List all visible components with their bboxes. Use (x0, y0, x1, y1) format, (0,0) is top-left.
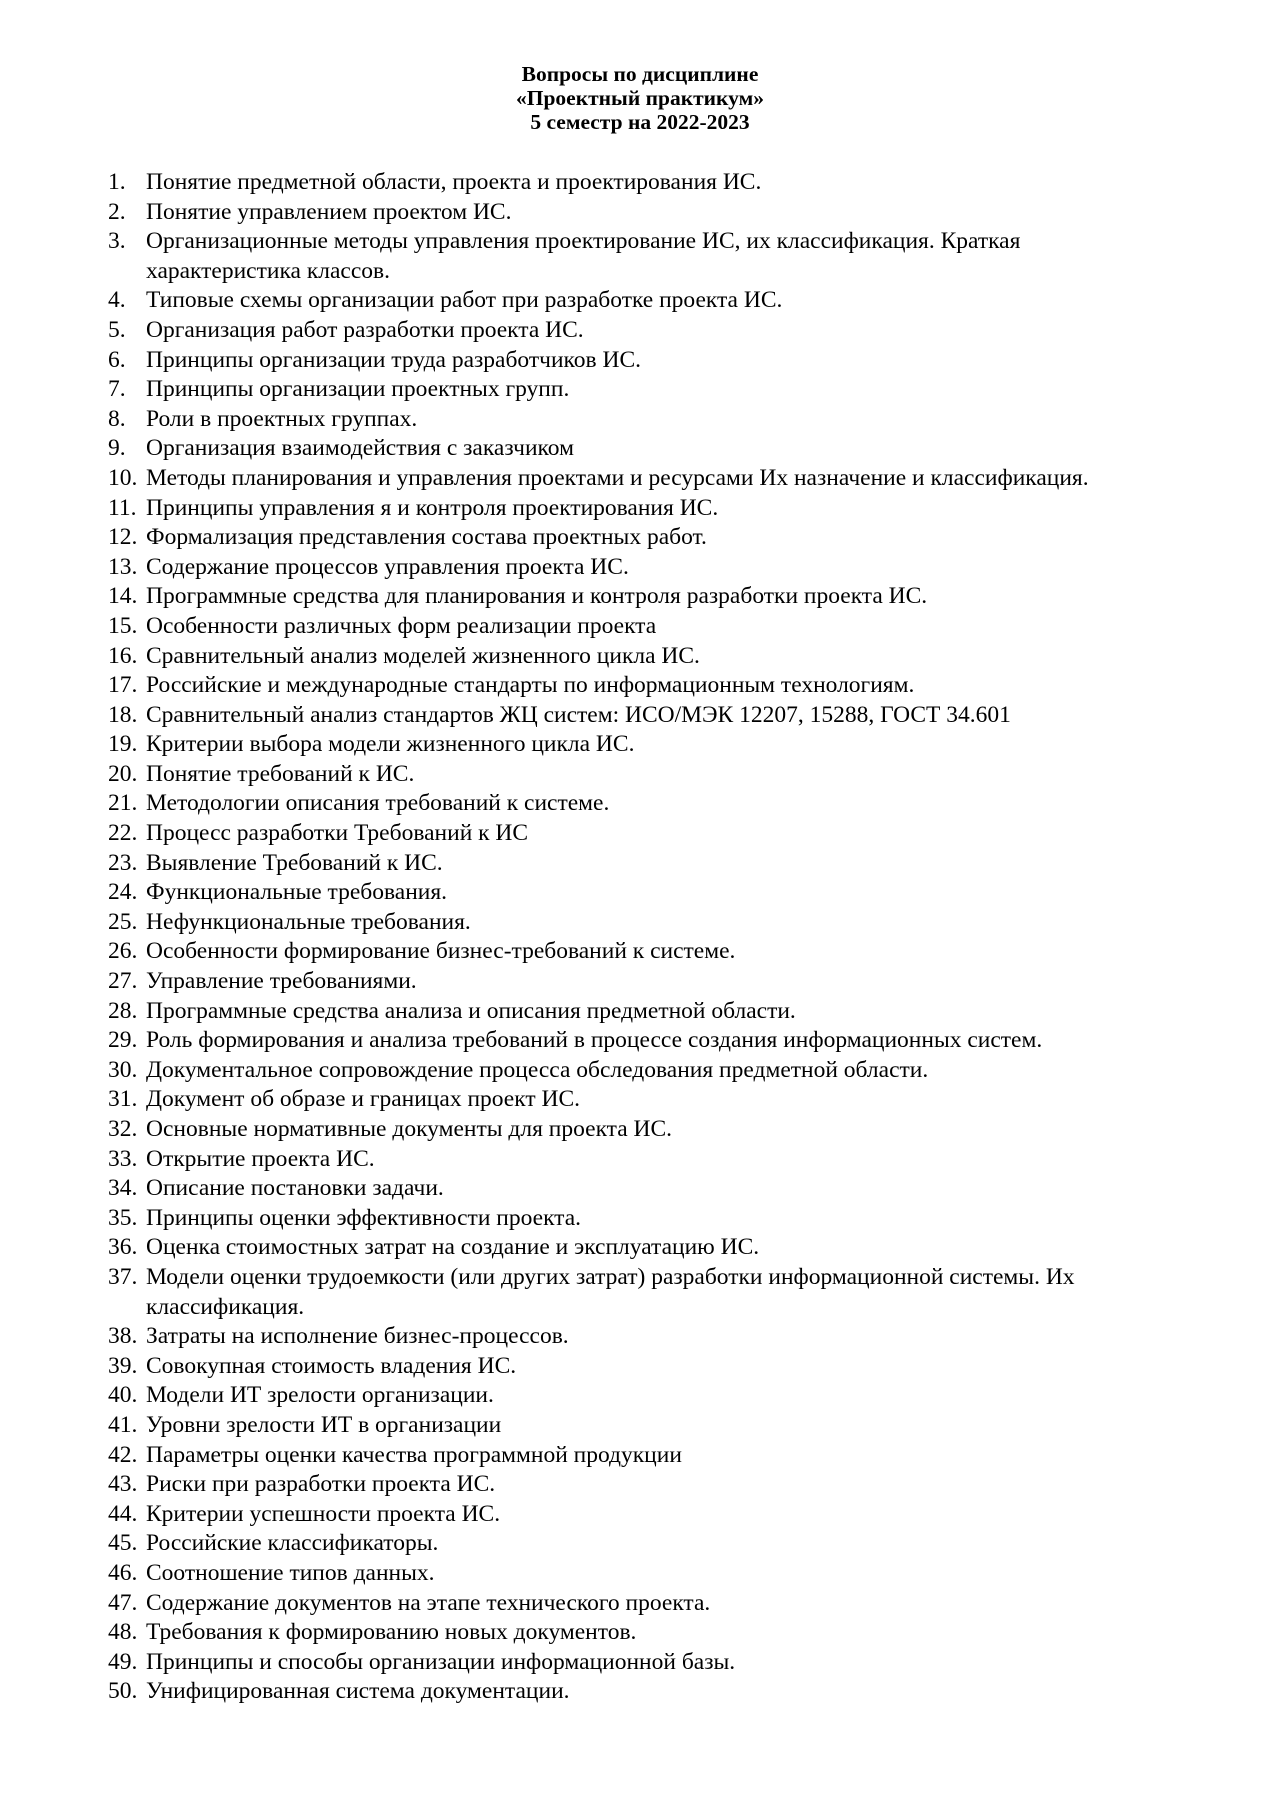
question-number: 42. (108, 1441, 138, 1468)
question-item (108, 227, 1188, 286)
question-item (108, 1589, 1188, 1619)
question-item (108, 1677, 1188, 1707)
question-text: Открытие проекта ИС. (146, 1145, 375, 1172)
question-item (108, 1618, 1188, 1648)
question-text: Понятие требований к ИС. (146, 760, 415, 787)
question-number: 20. (108, 760, 138, 787)
question-text: Затраты на исполнение бизнес-процессов. (146, 1323, 569, 1350)
question-item (108, 1115, 1188, 1145)
question-text: Принципы и способы организации информационной базы. (146, 1648, 736, 1675)
question-text: Содержание процессов управления проекта ИС. (146, 553, 629, 580)
question-number: 49. (108, 1648, 138, 1675)
question-item (108, 286, 1188, 316)
question-number: 48. (108, 1619, 138, 1646)
question-text: Российские классификаторы. (146, 1530, 439, 1557)
question-item (108, 316, 1188, 346)
question-text: Программные средства анализа и описания предметной области. (146, 997, 796, 1024)
question-number: 44. (108, 1500, 138, 1527)
question-text: Управление требованиями. (146, 968, 417, 995)
question-text: Нефункциональные требования. (146, 908, 471, 935)
question-number: 39. (108, 1352, 138, 1379)
question-text: Особенности формирование бизнес-требований к системе. (146, 938, 736, 965)
question-item (108, 1145, 1188, 1175)
question-number: 2. (108, 198, 126, 225)
question-number: 6. (108, 346, 126, 373)
question-text: Унифицированная система документации. (146, 1678, 570, 1705)
question-item (108, 1500, 1188, 1530)
question-item (108, 523, 1188, 553)
question-text: Организационные методы управления проектирование ИС, их классификация. Краткая (146, 228, 1021, 255)
question-number: 22. (108, 820, 138, 847)
question-text: Организация взаимодействия с заказчиком (146, 435, 574, 462)
question-number: 18. (108, 701, 138, 728)
question-text: Роль формирования и анализа требований в процессе создания информационных систем. (146, 1027, 1043, 1054)
question-text: Организация работ разработки проекта ИС. (146, 316, 584, 343)
question-number: 43. (108, 1471, 138, 1498)
question-number: 27. (108, 968, 138, 995)
question-item (108, 1352, 1188, 1382)
question-number: 37. (108, 1263, 138, 1290)
question-text: Роли в проектных группах. (146, 405, 418, 432)
question-number: 7. (108, 376, 126, 403)
questions-list (108, 168, 1188, 1707)
question-number: 35. (108, 1204, 138, 1231)
question-item (108, 1026, 1188, 1056)
question-text: характеристика классов. (146, 257, 390, 284)
question-number: 23. (108, 849, 138, 876)
question-number: 4. (108, 287, 126, 314)
question-item (108, 494, 1188, 524)
question-item (108, 997, 1188, 1027)
question-item (108, 819, 1188, 849)
question-text: Особенности различных форм реализации проекта (146, 612, 657, 639)
question-item (108, 1470, 1188, 1500)
question-number: 24. (108, 879, 138, 906)
question-number: 11. (108, 494, 137, 521)
document-heading (0, 62, 1280, 134)
question-text: Совокупная стоимость владения ИС. (146, 1352, 517, 1379)
question-text: Методологии описания требований к системе. (146, 790, 610, 817)
question-number: 40. (108, 1382, 138, 1409)
question-item (108, 434, 1188, 464)
heading-line-2: «Проектный практикум» (516, 86, 764, 110)
question-text: Программные средства для планирования и контроля разработки проекта ИС. (146, 583, 928, 610)
question-item (108, 553, 1188, 583)
question-item (108, 168, 1188, 198)
question-text: Оценка стоимостных затрат на создание и эксплуатацию ИС. (146, 1234, 760, 1261)
question-number: 45. (108, 1530, 138, 1557)
question-item (108, 1233, 1188, 1263)
question-number: 46. (108, 1559, 138, 1586)
question-item (108, 198, 1188, 228)
question-number: 13. (108, 553, 138, 580)
question-item (108, 612, 1188, 642)
question-item (108, 1322, 1188, 1352)
question-number: 10. (108, 464, 138, 491)
question-number: 33. (108, 1145, 138, 1172)
question-number: 1. (108, 169, 126, 195)
question-item (108, 1648, 1188, 1678)
question-text: Выявление Требований к ИС. (146, 849, 443, 876)
question-item (108, 1174, 1188, 1204)
question-number: 17. (108, 672, 138, 699)
question-text: классификация. (146, 1293, 305, 1320)
question-text: Требования к формированию новых документов. (146, 1619, 637, 1646)
question-text: Процесс разработки Требований к ИС (146, 820, 529, 847)
heading-line-1: Вопросы по дисциплине (521, 62, 759, 86)
question-text: Принципы организации проектных групп. (146, 376, 570, 403)
question-item (108, 671, 1188, 701)
question-number: 21. (108, 790, 138, 817)
question-item (108, 789, 1188, 819)
question-text: Основные нормативные документы для проекта ИС. (146, 1116, 673, 1142)
question-text: Принципы управления я и контроля проектирования ИС. (146, 494, 719, 521)
question-number: 12. (108, 524, 138, 551)
question-number: 5. (108, 316, 126, 343)
question-number: 32. (108, 1116, 138, 1142)
question-text: Содержание документов на этапе технического проекта. (146, 1589, 711, 1616)
heading-line-3: 5 семестр на 2022-2023 (530, 110, 750, 134)
question-number: 3. (108, 228, 126, 255)
question-item (108, 937, 1188, 967)
question-text: Уровни зрелости ИТ в организации (146, 1411, 502, 1438)
question-number: 9. (108, 435, 126, 462)
question-text: Формализация представления состава проектных работ. (146, 524, 707, 551)
question-text: Соотношение типов данных. (146, 1559, 435, 1586)
question-item (108, 375, 1188, 405)
question-number: 41. (108, 1411, 138, 1438)
question-item (108, 464, 1188, 494)
question-item (108, 1559, 1188, 1589)
question-number: 38. (108, 1323, 138, 1350)
question-text: Российские и международные стандарты по информационным технологиям. (146, 672, 915, 699)
question-text: Понятие предметной области, проекта и проектирования ИС. (146, 169, 762, 195)
question-item (108, 701, 1188, 731)
question-number: 31. (108, 1086, 138, 1113)
question-text: Принципы организации труда разработчиков ИС. (146, 346, 642, 373)
question-text: Функциональные требования. (146, 879, 448, 906)
question-text: Описание постановки задачи. (146, 1175, 444, 1202)
question-text: Документальное сопровождение процесса обследования предметной области. (146, 1056, 929, 1083)
question-text: Сравнительный анализ моделей жизненного цикла ИС. (146, 642, 700, 669)
question-item (108, 1381, 1188, 1411)
question-item (108, 1056, 1188, 1086)
question-item (108, 760, 1188, 790)
question-item (108, 849, 1188, 879)
question-number: 26. (108, 938, 138, 965)
question-text: Критерии выбора модели жизненного цикла ИС. (146, 731, 635, 758)
question-number: 8. (108, 405, 126, 432)
question-item (108, 1263, 1188, 1322)
question-text: Модели оценки трудоемкости (или других затрат) разработки информационной системы. Их (146, 1263, 1075, 1290)
question-number: 28. (108, 997, 138, 1024)
question-text: Критерии успешности проекта ИС. (146, 1500, 501, 1527)
question-text: Риски при разработки проекта ИС. (146, 1471, 496, 1498)
question-number: 15. (108, 612, 138, 639)
question-text: Модели ИТ зрелости организации. (146, 1382, 494, 1409)
question-item (108, 1441, 1188, 1471)
question-text: Понятие управлением проектом ИС. (146, 198, 512, 225)
question-text: Методы планирования и управления проектами и ресурсами Их назначение и классификация. (146, 464, 1089, 491)
question-item (108, 642, 1188, 672)
question-item (108, 967, 1188, 997)
question-number: 25. (108, 908, 138, 935)
question-number: 14. (108, 583, 138, 610)
question-number: 36. (108, 1234, 138, 1261)
question-text: Параметры оценки качества программной продукции (146, 1441, 682, 1468)
question-number: 29. (108, 1027, 138, 1054)
question-item (108, 878, 1188, 908)
question-item (108, 346, 1188, 376)
question-number: 30. (108, 1056, 138, 1083)
question-item (108, 1529, 1188, 1559)
question-item (108, 1411, 1188, 1441)
question-item (108, 1085, 1188, 1115)
question-text: Принципы оценки эффективности проекта. (146, 1204, 582, 1231)
question-item (108, 1204, 1188, 1234)
question-number: 47. (108, 1589, 138, 1616)
question-item (108, 908, 1188, 938)
question-item (108, 730, 1188, 760)
question-number: 50. (108, 1678, 138, 1705)
question-text: Документ об образе и границах проект ИС. (146, 1086, 581, 1113)
question-text: Сравнительный анализ стандартов ЖЦ систем: ИСО/МЭК 12207, 15288, ГОСТ 34.601 (146, 701, 1011, 728)
question-number: 16. (108, 642, 138, 669)
question-item (108, 405, 1188, 435)
question-number: 34. (108, 1175, 138, 1202)
question-number: 19. (108, 731, 138, 758)
question-item (108, 582, 1188, 612)
question-text: Типовые схемы организации работ при разработке проекта ИС. (146, 287, 783, 314)
